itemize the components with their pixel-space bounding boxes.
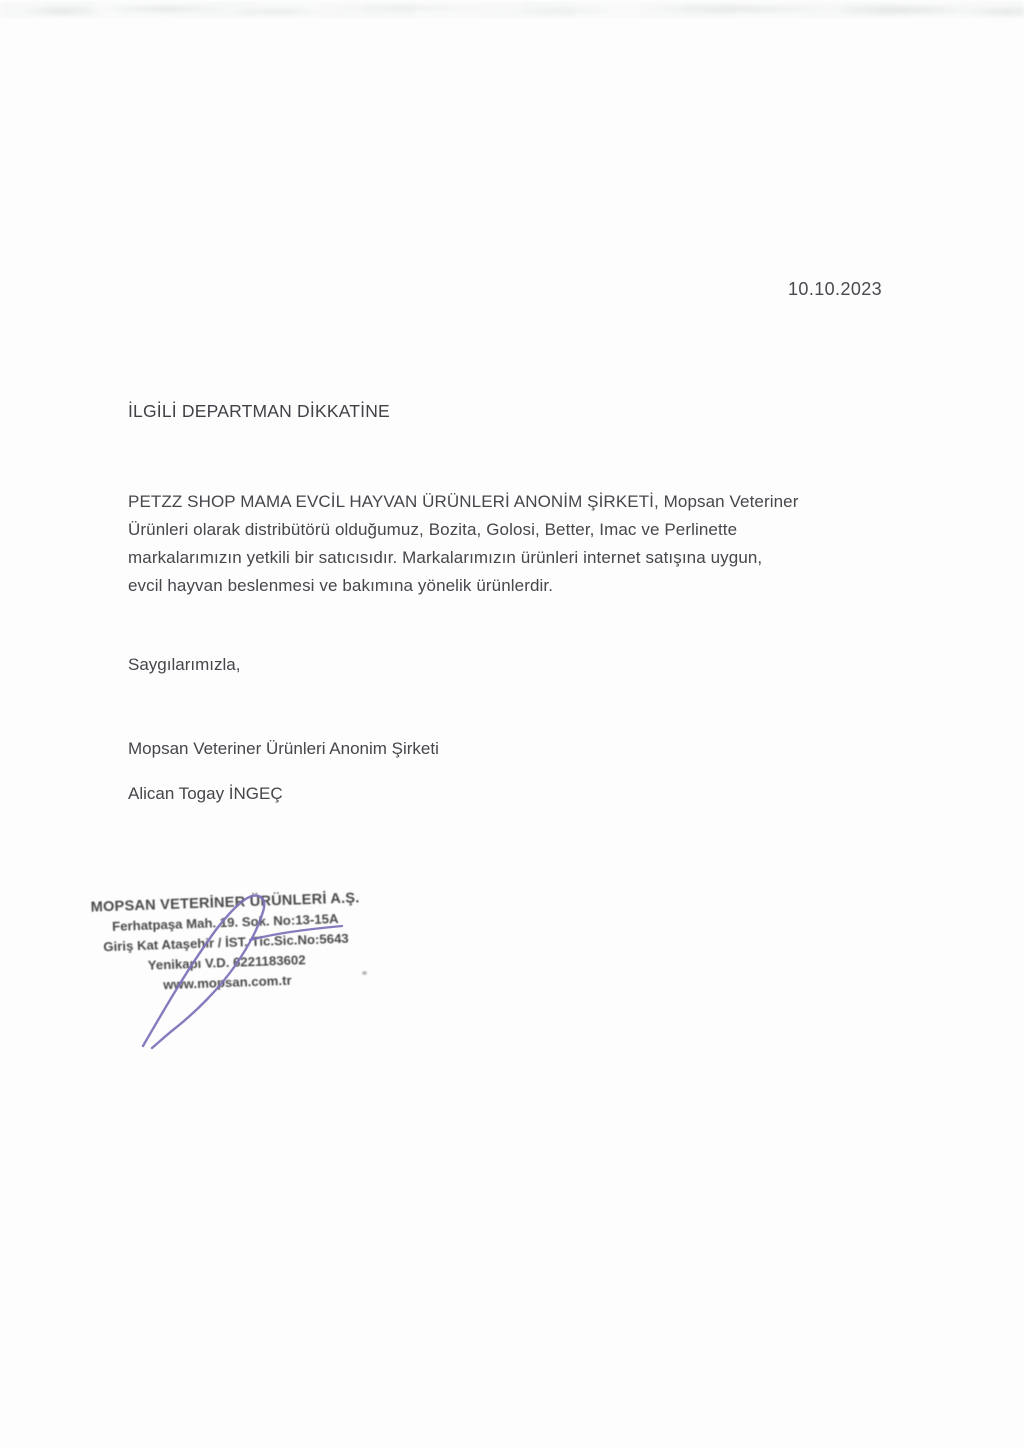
scan-speck (362, 971, 367, 975)
stamp-website: www.mopsan.com.tr (162, 972, 292, 993)
company-stamp (90, 888, 361, 997)
body-line-1: PETZZ SHOP MAMA EVCİL HAYVAN ÜRÜNLERİ ANONİM ŞİRKETİ, Mopsan Veteriner (128, 492, 799, 511)
body-line-4: evcil hayvan beslenmesi ve bakımına yönelik ürünlerdir. (128, 576, 554, 595)
stamp-company-name: MOPSAN VETERİNER ÜRÜNLERİ A.Ş. (90, 890, 360, 916)
body-line-2: Ürünleri olarak distribütörü olduğumuz, Bozita, Golosi, Better, Imac ve Perlinette (128, 520, 738, 539)
scanner-artifact-band (0, 2, 1024, 18)
stamp-tax-line: Yenikapı V.D. 6221183602 (147, 952, 306, 973)
letter-date: 10.10.2023 (788, 279, 883, 299)
sender-name: Alican Togay İNGEÇ (128, 784, 283, 803)
letter-body (128, 488, 799, 600)
stamp-address-line-2: Giriş Kat Ataşehir / İST. Tic.Sic.No:5643 (103, 930, 349, 955)
sender-company: Mopsan Veteriner Ürünleri Anonim Şirketi (128, 739, 439, 758)
letter-heading: İLGİLİ DEPARTMAN DİKKATİNE (128, 401, 390, 421)
body-line-3: markalarımızın yetkili bir satıcısıdır. Markalarımızın ürünleri internet satışına uygun, (128, 548, 763, 567)
stamp-address-line-1: Ferhatpaşa Mah. 19. Sok. No:13-15A (111, 911, 339, 934)
letter-closing: Saygılarımızla, (128, 655, 241, 674)
